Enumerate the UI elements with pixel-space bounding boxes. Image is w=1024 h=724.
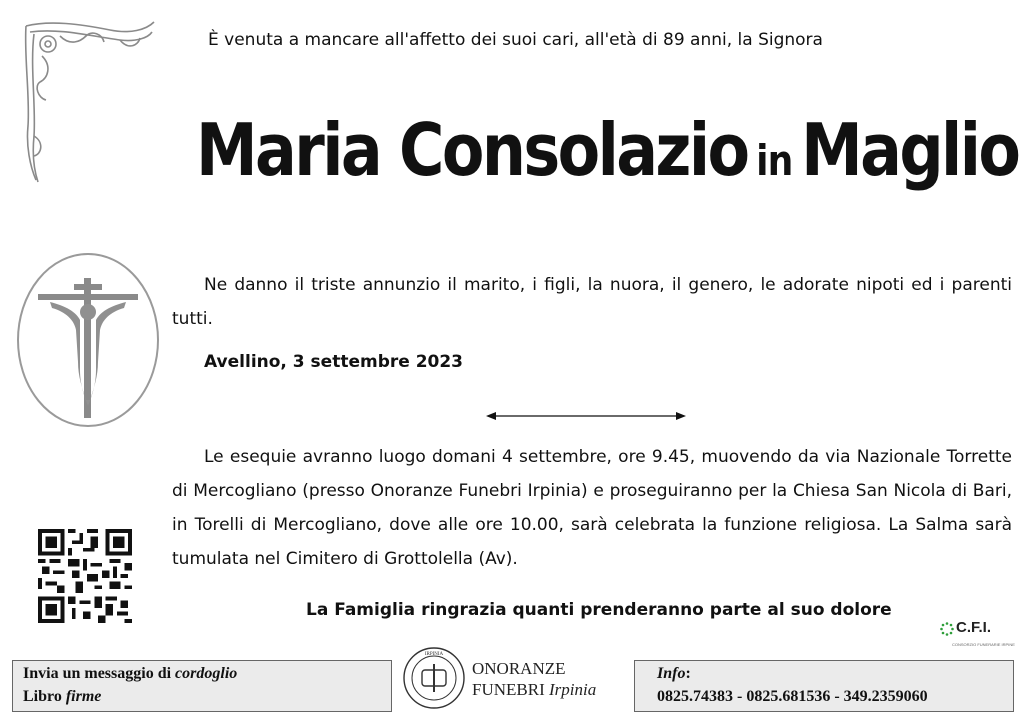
funeral-home-line2 <box>472 679 596 700</box>
info-phones[interactable]: 0825.74383 - 0825.681536 - 349.2359060 <box>657 688 928 705</box>
paragraph-announcement-text: Ne danno il triste annunzio il marito, i figli, la nuora, il genero, le adorate nipoti ed i parenti tutti. <box>172 275 1012 329</box>
intro-text: È venuta a mancare all'affetto dei suoi cari, all'età di 89 anni, la Signora <box>208 30 823 50</box>
condolence-link[interactable] <box>23 665 237 683</box>
crucifix-icon <box>14 250 162 430</box>
corner-flourish-icon <box>20 16 160 186</box>
double-arrow-icon <box>484 409 688 423</box>
info-box <box>634 660 1014 712</box>
paragraph-announcement <box>172 268 1012 336</box>
condolence-em: cordoglio <box>175 665 238 682</box>
logo-ring-text: IRPINIA <box>424 652 444 657</box>
name-in: in <box>756 136 793 185</box>
cfi-sub: CONSORZIO FUNERARIE IRPINE <box>952 642 1015 647</box>
cfi-logo-icon <box>940 622 954 636</box>
paragraph-funeral-details-text: Le esequie avranno luogo domani 4 settembre, ore 9.45, muovendo da via Nazionale Torrette di Mercogliano (presso Onoranze Funebri Irpinia) e proseguiranno per la Chiesa San Nicola di Bari, in Torelli di Mercogliano, dove alle ore 10.00, sarà celebrata la funzione religiosa. La Salma sarà tumulata nel Cimitero di Grottolella (Av). <box>172 447 1012 569</box>
condolence-box[interactable] <box>12 660 392 712</box>
place-date: Avellino, 3 settembre 2023 <box>204 352 464 372</box>
guestbook-prefix: Libro <box>23 688 62 705</box>
funeral-home-name <box>472 658 596 700</box>
funeral-home-logo-icon <box>402 646 466 710</box>
funeral-home-line2-a: FUNEBRI <box>472 680 545 699</box>
condolence-prefix: Invia un messaggio di <box>23 665 172 682</box>
funeral-home-line1: ONORANZE <box>472 659 566 678</box>
info-label-text: Info <box>657 665 686 682</box>
guestbook-link[interactable] <box>23 688 101 706</box>
family-thanks: La Famiglia ringrazia quanti prenderanno parte al suo dolore <box>306 600 892 620</box>
info-label: Info: <box>657 665 691 682</box>
cfi-label: C.F.I. <box>956 619 992 636</box>
qr-code-icon[interactable] <box>38 529 132 623</box>
deceased-name <box>196 108 1019 192</box>
guestbook-em: firme <box>65 688 102 705</box>
name-last: Maglio <box>801 108 1019 192</box>
paragraph-funeral-details <box>172 440 1012 576</box>
name-first: Maria Consolazio <box>196 108 748 192</box>
funeral-home-line2-b: Irpinia <box>548 680 597 699</box>
